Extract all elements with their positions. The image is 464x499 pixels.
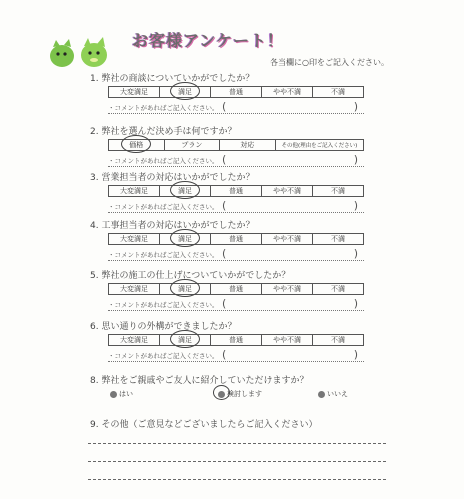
comment-underline: [108, 166, 364, 167]
option-cell[interactable]: [211, 284, 262, 294]
radio-dot-icon: [110, 391, 117, 398]
question-2: 2. 弊社を選んだ決め手は何ですか？: [90, 127, 237, 137]
option-label: やや不満: [273, 187, 301, 195]
option-label: 不満: [331, 336, 345, 344]
comment-label: ・コメントがあればご記入ください。: [108, 104, 219, 112]
option-cell[interactable]: [313, 335, 363, 345]
option-cell[interactable]: [109, 335, 160, 345]
answer-circle: [170, 181, 200, 199]
comment-underline: [108, 113, 364, 114]
comment-close-paren: ): [353, 348, 358, 361]
comment-field[interactable]: [108, 350, 364, 362]
option-label: 大変満足: [120, 235, 148, 243]
option-cell[interactable]: [160, 87, 211, 97]
option-label: 価格: [129, 141, 144, 149]
option-cell[interactable]: [313, 234, 363, 244]
option-cell[interactable]: [211, 87, 262, 97]
q8-option-no[interactable]: いいえ: [318, 389, 348, 399]
comment-label: ・コメントがあればご記入ください。: [108, 203, 219, 211]
option-label: 不満: [331, 285, 345, 293]
option-cell[interactable]: [109, 87, 160, 97]
comment-underline: [108, 361, 364, 362]
instruction-text: 各当欄に○印をご記入ください。: [270, 58, 389, 67]
comment-field[interactable]: [108, 155, 364, 167]
option-cell[interactable]: [211, 335, 262, 345]
option-cell[interactable]: [313, 87, 363, 97]
option-cell[interactable]: [313, 284, 363, 294]
comment-open-paren: (: [222, 100, 227, 113]
option-label: 大変満足: [120, 88, 148, 96]
comment-close-paren: ): [353, 100, 358, 113]
comment-field[interactable]: [108, 201, 364, 213]
option-label: 満足: [178, 187, 192, 195]
answer-circle: [213, 385, 230, 400]
comment-close-paren: ): [353, 297, 358, 310]
option-cell[interactable]: [262, 186, 313, 196]
radio-dot-icon: [318, 391, 325, 398]
comment-field[interactable]: [108, 102, 364, 114]
option-cell[interactable]: [276, 140, 363, 150]
comment-open-paren: (: [222, 297, 227, 310]
q9-write-line[interactable]: [88, 461, 386, 462]
comment-close-paren: ): [353, 247, 358, 260]
comment-open-paren: (: [222, 247, 227, 260]
q6-options: [108, 334, 364, 346]
option-label: やや不満: [273, 88, 301, 96]
option-label: プラン: [181, 141, 203, 149]
comment-label: ・コメントがあればご記入ください。: [108, 251, 219, 259]
option-cell[interactable]: [109, 234, 160, 244]
q8-option-consider[interactable]: 検討します: [218, 389, 262, 399]
answer-circle: [170, 279, 200, 297]
option-label: 普通: [229, 235, 243, 243]
q2-options: [108, 139, 364, 151]
option-label: 大変満足: [120, 187, 148, 195]
comment-close-paren: ): [353, 153, 358, 166]
option-label: 満足: [178, 88, 192, 96]
option-label: 満足: [178, 235, 192, 243]
answer-circle: [170, 82, 200, 100]
survey-title: お客様アンケート！: [132, 31, 285, 50]
question-4: 4. 工事担当者の対応はいかがでしたか？: [90, 221, 255, 231]
option-cell[interactable]: [109, 186, 160, 196]
option-label: やや不満: [273, 285, 301, 293]
question-9: 9. その他（ご意見などございましたらご記入ください）: [90, 420, 318, 430]
option-cell[interactable]: [262, 87, 313, 97]
option-label: 大変満足: [120, 336, 148, 344]
option-label: 普通: [229, 336, 243, 344]
q5-options: [108, 283, 364, 295]
option-label: 普通: [229, 285, 243, 293]
q4-options: [108, 233, 364, 245]
option-label: 普通: [229, 187, 243, 195]
option-cell[interactable]: [211, 234, 262, 244]
option-label: 対応: [240, 141, 255, 149]
option-label: 満足: [178, 285, 192, 293]
comment-open-paren: (: [222, 199, 227, 212]
comment-underline: [108, 310, 364, 311]
option-cell[interactable]: [160, 335, 211, 345]
question-8: 8. 弊社をご親戚やご友人に紹介していただけますか？: [90, 376, 309, 386]
comment-field[interactable]: [108, 249, 364, 261]
option-cell[interactable]: [160, 234, 211, 244]
option-cell[interactable]: [160, 186, 211, 196]
answer-circle: [170, 229, 200, 247]
question-3: 3. 営業担当者の対応はいかがでしたか？: [90, 173, 255, 183]
answer-circle: [121, 135, 151, 153]
comment-underline: [108, 260, 364, 261]
option-label: 普通: [229, 88, 243, 96]
question-6: 6. 思い通りの外構ができましたか？: [90, 322, 237, 332]
comment-label: ・コメントがあればご記入ください。: [108, 352, 219, 360]
comment-open-paren: (: [222, 153, 227, 166]
option-label: 不満: [331, 187, 345, 195]
option-cell[interactable]: [211, 186, 262, 196]
comment-underline: [108, 212, 364, 213]
option-label: やや不満: [273, 235, 301, 243]
comment-label: ・コメントがあればご記入ください。: [108, 301, 219, 309]
option-label: その他(理由をご記入ください): [281, 143, 358, 149]
q8-option-yes[interactable]: はい: [110, 389, 133, 399]
comment-label: ・コメントがあればご記入ください。: [108, 157, 219, 165]
q9-write-line[interactable]: [88, 443, 386, 444]
option-cell[interactable]: [109, 284, 160, 294]
q8-options: [108, 389, 368, 401]
mascot-illustration: [44, 36, 116, 70]
option-label: やや不満: [273, 336, 301, 344]
option-cell[interactable]: [220, 140, 276, 150]
answer-circle: [170, 330, 200, 348]
question-5: 5. 弊社の施工の仕上げについていかがでしたか？: [90, 271, 291, 281]
q3-options: [108, 185, 364, 197]
option-cell[interactable]: [165, 140, 221, 150]
option-cell[interactable]: [262, 284, 313, 294]
comment-open-paren: (: [222, 348, 227, 361]
option-label: 大変満足: [120, 285, 148, 293]
comment-field[interactable]: [108, 299, 364, 311]
option-cell[interactable]: [313, 186, 363, 196]
option-cell[interactable]: [262, 335, 313, 345]
option-cell[interactable]: [109, 140, 165, 150]
option-label: 不満: [331, 88, 345, 96]
comment-close-paren: ): [353, 199, 358, 212]
option-cell[interactable]: [262, 234, 313, 244]
option-label: 満足: [178, 336, 192, 344]
q1-options: [108, 86, 364, 98]
question-1: 1. 弊社の商談についていかがでしたか？: [90, 74, 255, 84]
option-cell[interactable]: [160, 284, 211, 294]
option-label: 不満: [331, 235, 345, 243]
q9-write-line[interactable]: [88, 479, 386, 480]
